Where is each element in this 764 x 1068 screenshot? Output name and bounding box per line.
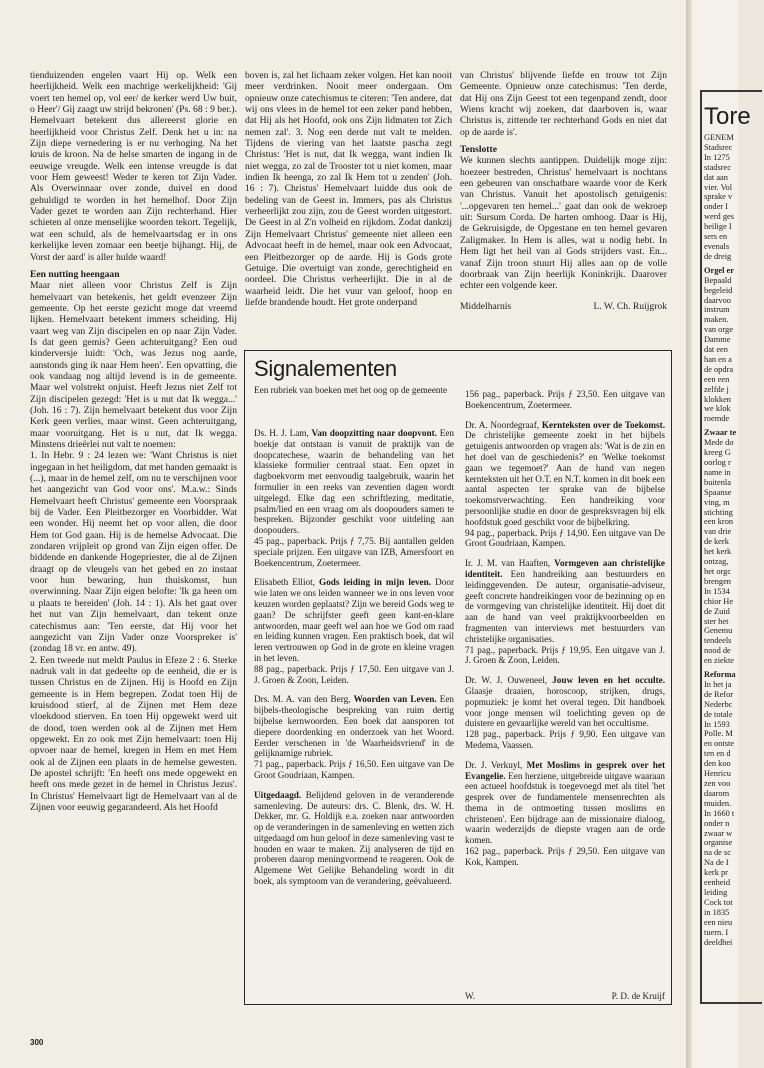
right-page-line: stadsrec (704, 162, 731, 172)
article-column-1 (30, 70, 237, 1002)
right-page-line: kreeg G (704, 448, 731, 458)
right-page-line: instrum (704, 305, 730, 315)
right-page-line: den koo (704, 759, 731, 769)
page-number: 300 (30, 1038, 44, 1047)
book-entry (465, 558, 665, 666)
right-page-line: brengen (704, 576, 731, 586)
right-page-line: ster het (704, 616, 729, 626)
book-description: Een handreiking aan bestuurders en leidinggevenden. De auteur, organisatie-adviseur, geeft concrete handreikingen voor de bezinning op en de vormgeving van christelijke identiteit. Hij doet dit aan de hand van veel praktijkvoorbeelden en fragmenten van interviews met bestuurders van christelijke organisaties. (465, 568, 665, 644)
book-author: Dr. W. J. Ouweneel, (465, 675, 548, 686)
book-publication-info: 156 pag., paperback. Prijs ƒ 23,50. Een uitgave van Boekencentrum, Zoetermeer. (465, 389, 665, 410)
right-page-line: Stadsrec (704, 142, 733, 152)
book-title: Gods leiding in mijn leven. (319, 577, 432, 588)
book-entry (465, 389, 665, 411)
right-page-line: zelfde j (704, 384, 729, 394)
book-description: Glaasje draaien, horoscoop, strijken, drugs, popmuziek: je komt het overal tegen. Dit handboek voor jonge mensen wil toelichting geven op de duistere en gevaarlijke wereld van het occultisme. (465, 685, 665, 729)
right-page-line: In het ja (704, 679, 732, 689)
column-1-paragraph: tienduizenden engelen vaart Hij op. Welk een heerlijkheid. Welk een machtige werkelijkheid: 'Gij voert ten hemel op, vol eer/ de kerker werd Uw buit, o Heer'/ Gij zaagt uw strijd bekronen' (Ps. 68 : 9 ber.). (30, 70, 238, 116)
right-page-line: de Refor (704, 689, 734, 699)
right-page-line: we klok (704, 404, 731, 414)
right-page-line: Nederbc (704, 699, 733, 709)
book-entry (254, 694, 454, 780)
right-page-title: Tore (704, 103, 751, 130)
book-description: Belijdend geloven in de veranderende samenleving. De auteurs: drs. C. Blenk, drs. W. H. Dekker, mr. G. Holdijk e.a. zoeken naar antwoorden op de veranderingen in de samenleving en wetten zich uitgedaagd om hun geloof in deze samenleving vast te houden en waar te maken. Zij analyseren de tijd en proberen daarop meningvormend te reageren. Ook de Algemene Wet Gelijke Behandeling wordt in dit boek, als symptoom van de verandering, geëvalueerd. (254, 789, 455, 887)
book-publication-info: 88 pag., paperback. Prijs ƒ 17,50. Een uitgave van J. J. Groen & Zoon, Leiden. (254, 663, 454, 685)
signalementen-sign-left: W. (465, 991, 476, 1001)
right-page-line: onder n (704, 818, 730, 828)
right-page-line: het orgc (704, 566, 732, 576)
right-page-line: de opdra (704, 364, 734, 374)
signalementen-title: Signalementen (254, 356, 397, 381)
book-author: Ir. J. M. van Haaften, (465, 558, 551, 569)
right-page-line: evenals (704, 241, 730, 251)
signalementen-left-column (254, 428, 454, 896)
right-page-line: onder I (704, 202, 728, 212)
right-page-line: Polle. M (704, 729, 733, 739)
signalementen-sign-right: P. D. de Kruijf (611, 991, 665, 1001)
book-author: Dr. A. Noordegraaf, (465, 419, 540, 430)
right-page-line: Cock tot (704, 897, 733, 907)
right-page-line: een een (704, 374, 730, 384)
signature-place: Middelharnis (460, 300, 512, 312)
right-page-line: vier. Vol (704, 182, 733, 192)
right-page-line: leiding (704, 887, 728, 897)
book-publication-info: 94 pag., paperback. Prijs ƒ 14,90. Een uitgave van De Groot Goudriaan, Kampen. (465, 527, 665, 549)
book-title: Met Moslims in gesprek over het Evangelie. (465, 759, 666, 781)
right-page-line: werd ges (704, 212, 734, 222)
right-page-line: In 1660 t (704, 808, 735, 818)
right-page-line: daarvoo (704, 295, 731, 305)
right-page-line: maken. (704, 315, 729, 325)
right-page-line: tuern. I (704, 927, 729, 937)
column-3-paragraph-1: van Christus' blijvende liefde en trouw tot Zijn Gemeente. Opnieuw onze catechismus: 'Ten derde, dat Hij ons Zijn Geest tot een tegenpand zendt, door Wiens kracht wij zoeken, dat daarboven is, waar Christus is, zittende ter rechterhand Gods en niet dat op de aarde is'. (460, 70, 667, 138)
right-page-line: roemde (704, 414, 730, 424)
book-description: Een bijbels-theologische bespreking van ruim dertig bijbelse kernwoorden. Een boek dat aansporen tot diepere doordenking en onderzoek van het Woord. Eerder verschenen in 'de Waarheidsvriend' in de gelijknamige rubriek. (254, 694, 455, 759)
column-1-paragraph: Hemelvaart betekent dus allereerst glorie en heerlijkheid voor Christus Zelf. Denk het u in: na Zijn diepe vernedering is er nu verhoging. Na het kruis de kroon. Na de helse smarten de ingang in de eeuwige vreugde. Welk een intense vreugde is dat voor Hem geweest! Weder te keren tot Zijn Vader. Als Overwinnaar over zonde, duivel en dood gehuldigd te worden in het hemelhof. Door Zijn Vader gezet te worden aan Zijn rechterhand. Hier schieten al onze menselijke woorden tekort. Tegelijk, wat een schuld, als de hemelvaartsdag er in ons kerkelijke leven zomaar een beetje bijhangt. Hij, de Vorst der aard' is aller hulde waard! (30, 115, 237, 263)
right-page-line: eenheid (704, 878, 731, 888)
section-heading: Een nutting heengaan (30, 268, 120, 280)
right-page-line: na de sc (704, 848, 731, 858)
right-page-line: kerk pr (704, 868, 728, 878)
right-page-line: heilige I (704, 222, 732, 232)
right-page-line: Damme (704, 335, 731, 345)
right-page-line: buitenla (704, 477, 731, 487)
column-3-paragraph-2: We kunnen slechts aantippen. Duidelijk moge zijn: hoezeer bestreden, Christus' hemelvaart is nochtans een gebeuren van onschatbare waarde voor de Kerk van Christus. Vanuit het apostolisch getuigenis: '...opgevaren ten hemel...' gaat dan ook de wekroep uit: Sursum Corda. De harten omhoog. Daar is Hij, de Gekruisigde, de Opgestane en ten hemel gevaren Zaligmaker. In Hem is alles, wat u nodig hebt. In Hem ligt het heil van al Gods strijders vast. En... vanaf Zijn troon stuurt Hij alles aan op de volle doorbraak van Zijn heerlijk Koninkrijk. Daarover echter een volgende keer. (460, 155, 667, 292)
right-page-line: ten en d (704, 749, 731, 759)
right-page-heading: Zwaar te (704, 428, 737, 438)
column-1-paragraph: 1. In Hebr. 9 : 24 lezen we: 'Want Christus is niet ingegaan in het heiligdom, dat met handen gemaakt is (...), maar in de hemel zelf, om nu te verschijnen voor het aangezicht van God voor ons'. M.a.w.: Sinds Hemelvaart heeft Christus' gemeente een Voorspraak bij de Vader. Een Pleitbezorger en Voorbidder. Wat een wonder. Hij neemt het op voor allen, die door Hem tot God gaan. Hij is de hemelse Advocaat. Die zondaren vrijpleit op grond van Zijn eigen offer. De biddende en dankende Hogepriester, die al de Zijnen draagt op de vleugels van het gebed en zo instaat voor hun bewaring, hun thuiskomst, hun overwinning. Naar Zijn eigen belofte: 'Ik ga heen om u plaats te bereiden' (Joh. 14 : 1). Als het gaat over het nut van Zijn hemelvaart, dan tekent onze catechismus aan: 'Ten eerste, dat Hij voor het aangezicht van Zijn Vader onze Voorspreker is' (zondag 18 vr. en antw. 49). (30, 450, 238, 655)
right-page-line: nood de (704, 646, 731, 656)
right-page-line: ontzag, (704, 557, 729, 567)
right-page-heading: Orgel er (704, 265, 734, 275)
book-title: Jouw leven en het occulte. (552, 675, 666, 686)
book-description: De christelijke gemeente zoekt in het bijbels getuigenis antwoorden op vragen als: 'Wat is de zin en het doel van de geschiedenis?' en 'Welke toekomst gaan we tegemoet?' Aan de hand van negen kernteksten uit het O.T. en N.T. komen in dit boek een aantal aspecten ter sprake van de bijbelse toekomstverwachting. Een handreiking voor persoonlijke studie en door de gespreksvragen bij elk hoofdstuk goed geschikt voor de bijbelkring. (465, 430, 665, 527)
right-page-line: dat een (704, 345, 728, 355)
book-author: Elisabeth Elliot, (254, 577, 315, 588)
book-author: Dr. J. Verkuyl, (465, 759, 523, 770)
book-title: Uitgedaagd. (254, 789, 302, 800)
right-page-line: Spaanse (704, 487, 732, 497)
right-page-line: daarom (704, 788, 730, 798)
right-page-line: oorlog r (704, 458, 731, 467)
right-page-line: In 1593 (704, 719, 730, 729)
signature-author: L. W. Ch. Ruijgrok (593, 300, 667, 312)
book-entry (465, 675, 665, 751)
book-title: Woorden van Leven. (353, 694, 437, 705)
book-publication-info: 71 pag., paperback. Prijs ƒ 16,50. Een uitgave van De Groot Goudriaan, Kampen. (254, 759, 454, 780)
right-page-line: van orge (704, 325, 733, 335)
signalementen-intro: Een rubriek van boeken met het oog op de gemeente (254, 385, 448, 395)
right-page-line: organise (704, 838, 733, 848)
book-publication-info: 128 pag., paperback. Prijs ƒ 9,90. Een uitgave van Medema, Vaassen. (465, 729, 665, 750)
book-title: Kernteksten over de Toekomst. (541, 419, 665, 430)
right-page-line: zwaar w (704, 828, 733, 838)
right-page-line: van drie (704, 527, 732, 537)
right-page-line: name in (704, 467, 731, 477)
right-page-line: en ziekte (704, 656, 734, 666)
right-page-line: een kron (704, 517, 734, 527)
right-page-line: het kerk (704, 547, 732, 557)
article-column-3 (460, 70, 667, 348)
right-page-line: de Zuid (704, 606, 730, 616)
right-page-line: Na de I (704, 858, 729, 868)
right-page-line: stichting (704, 507, 733, 517)
book-publication-info: 162 pag., paperback. Prijs ƒ 29,50. Een uitgave van Kok, Kampen. (465, 846, 665, 867)
right-page-line: In 1534 (704, 586, 730, 596)
column-1-paragraph: Maar niet alleen voor Christus Zelf is Zijn hemelvaart van betekenis, het geldt evenzeer Zijn gemeente. Op het eerste gezicht moge dat vreemd lijken. Hemelvaart betekent immers scheiding. Hij vaart weg van Zijn discipelen en op naar Zijn Vader. Is dat geen gemis? Geen achteruitgang? Een oud kinderversje luidt: 'Och, was Jezus nog aarde, aanstonds ging ik naar Hem heen'. Een opvatting, die ook vandaag nog altijd levend is in de gemeente. Maar wel volstrekt onjuist. Heeft Jezus niet Zelf tot Zijn discipelen gezegd: 'Het is u nut dat Ik wegga...' (Joh. 16 : 7). Zijn hemelvaart betekent dus voor Zijn Kerk geen verlies, maar winst. Geen achteruitgang, maar vooruitgang. Het is u nut, dat Ik wegga. Minstens drieërlei nut valt te noemen: (30, 280, 237, 450)
right-page-line: de kerk (704, 537, 729, 547)
right-page-line: en ontste (704, 739, 735, 749)
right-page-line: Henricu (704, 769, 731, 779)
book-author: Drs. M. A. van den Berg, (254, 694, 351, 705)
book-title: Van doopzitting naar doopvont. (311, 428, 437, 438)
right-page-line: Bepaald (704, 275, 732, 285)
right-page-line: han en a (704, 354, 732, 364)
signalementen-right-column (465, 389, 665, 877)
signalementen-signature (465, 991, 665, 1001)
book-description: Een herziene, uitgebreide uitgave waaraan een actueel hoofdstuk is toegevoegd met als titel 'het gesprek over de fundamentele mensenrechten als thema in de ontmoeting tussen moslims en christenen'. Een bijdrage aan de missionaire dialoog, waarin wederzijds de diepste vragen aan de orde komen. (465, 770, 665, 846)
right-page-text (704, 133, 764, 947)
right-page-line: Mede do (704, 438, 734, 448)
right-page-line: In 1275 (704, 152, 730, 162)
right-page-line: in 1835 (704, 907, 730, 917)
right-page-heading: Reforma (704, 670, 736, 680)
right-page-line: ving, m (704, 497, 730, 507)
right-page-line: tendeels (704, 636, 732, 646)
right-page-line: muiden. (704, 798, 732, 808)
signalementen-box (244, 350, 672, 1005)
book-description: Door wie laten we ons leiden wanneer we in ons leven voor keuzen worden geplaatst? Zijn we bereid Gods weg te gaan? De schrijfster geeft geen kant-en-klare antwoorden, maar geeft wel aan hoe we God om raad en leiding kunnen vragen. Een praktisch boek, dat wil leren vertrouwen op God in de grote en kleine vragen in het leven. (254, 577, 455, 663)
book-publication-info: 71 pag., paperback. Prijs ƒ 19,95. Een uitgave van J. J. Groen & Zoon, Leiden. (465, 644, 665, 666)
right-page-line: GENEM (704, 133, 734, 142)
right-page-line: de totale (704, 709, 733, 719)
right-page-line: chior He (704, 596, 734, 606)
book-description: Een boekje dat ontstaan is vanuit de praktijk van de doopcatechese, waarin de behandeling van het klassieke formulier centraal staat. Een opzet in dagboekvorm met eenvoudig taalgebruik, waarin het formulier in een reeks van zeventien dagen wordt uitgelegd. Elke dag een schriftlezing, meditatie, psalm/lied en een vraag om als doopouders samen te bespreken. Bijzonder geschikt voor uitdeling aan doopouders. (254, 428, 454, 536)
column-1-paragraph: 2. Een tweede nut meldt Paulus in Efeze 2 : 6. Sterke nadruk valt in dat gedeelte op de eenheid, die er is tussen Christus en de Zijnen. Hij is Hoofd en Zijn gemeente is in Hem begrepen. Zodat toen Hij de kruisdood stierf, al de Zijnen met Hem deze vloekdood stierven. En toen Hij opgewekt werd uit de dood, toen werden ook al de Zijnen met Hem opgewekt. En zo ook met Zijn hemelvaart: toen Hij opvoer naar de hemel, kregen in Hem en met Hem ook al de Zijnen een plaats in de hemelse gewesten. De apostel schrijft: 'En heeft ons mede opgewekt en heeft ons mede gezet in de hemel in Christus Jezus'. In Christus' Hemelvaart ligt de Hemelvaart van al de Zijnen voor eeuwig gegarandeerd. Als het Hoofd (30, 654, 237, 813)
column-2-text: boven is, zal het lichaam zeker volgen. Het kan nooit meer verdrinken. Nooit meer ondergaan. Om opnieuw onze catechismus te citeren: 'Ten andere, dat wij ons vlees in de hemel tot een zeker pand hebben, dat Hij als het Hoofd, ook ons Zijn lidmaten tot Zich nemen zal'. 3. Nog een derde nut valt te melden. Tijdens de viering van het laatste pascha zegt Christus: 'Het is nut, dat Ik wegga, want indien Ik niet wegga, zo zal de Trooster tot u niet komen, maar indien Ik heenga, zo zal Ik Hem tot u zenden' (Joh. 16 : 7). Christus' Hemelvaart luidde dus ook de bedeling van de Geest in. Immers, pas als Christus verheerlijkt zou zijn, zou de Geest worden uitgestort. De Geest in al Z'n volheid en rijkdom. Zodat dankzij Zijn Hemelvaart Christus' gemeente niet alleen een Advocaat heeft in de hemel, maar ook een Advocaat, een Pleitbezorger op de aarde. Hij is Gods grote Getuige. Die overtuigt van zonde, gerechtigheid en oordeel. Die Christus verheerlijkt. Die in al de waarheid leidt. Die het vuur van geloof, hoop en liefde brandende houdt. Het grote onderpand (245, 70, 452, 308)
right-page-line: dat aan (704, 172, 728, 182)
right-page-line: een nieu (704, 917, 733, 927)
right-page-line: deeldhei (704, 937, 733, 947)
book-entry (254, 790, 454, 887)
right-page-line: begeleid (704, 285, 733, 295)
article-column-2 (245, 70, 452, 348)
book-title: Vormgeven aan christelijke identiteit. (465, 558, 666, 579)
book-publication-info: 45 pag., paperback. Prijs ƒ 7,75. Bij aantallen gelden speciale prijzen. Een uitgave van IZB, Amersfoort en Boekencentrum, Zoetermeer. (254, 535, 454, 568)
book-entry (254, 428, 454, 568)
book-entry (465, 760, 665, 868)
article-signature (460, 301, 667, 312)
right-page-line: klokken (704, 394, 731, 404)
right-page-line: Genemu (704, 626, 733, 636)
book-author: Ds. H. J. Lam, (254, 428, 309, 438)
right-page-fragment (692, 0, 751, 1068)
right-page-line: zen voo (704, 779, 731, 788)
section-heading-tenslotte: Tenslotte (460, 144, 497, 156)
right-page-line: sprake v (704, 192, 733, 202)
book-entry (465, 420, 665, 550)
book-entry (254, 577, 454, 685)
right-page-line: sers en (704, 232, 728, 242)
right-page-line: de dreig (704, 251, 732, 261)
